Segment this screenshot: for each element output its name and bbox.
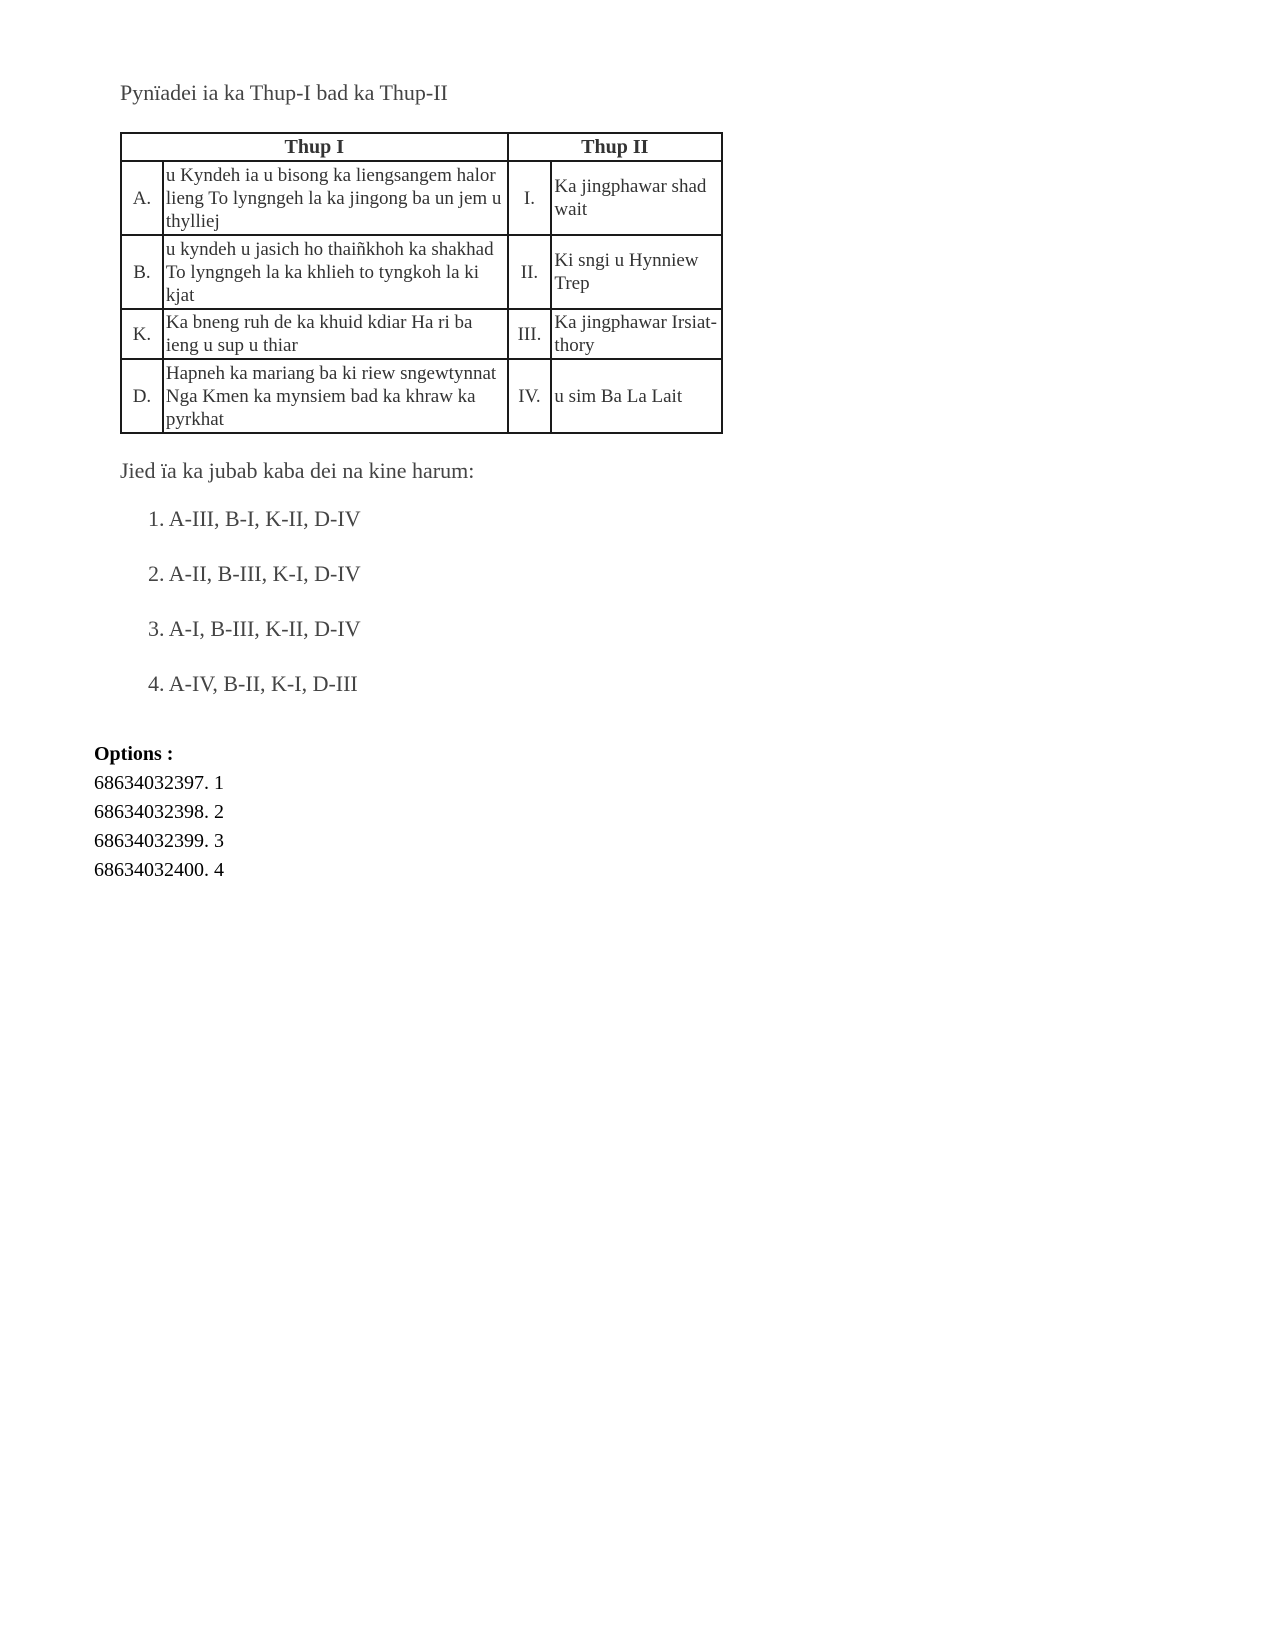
thup-1-text: u Kyndeh ia u bisong ka liengsangem halor lieng To lyngngeh la ka jingong ba un jem u thylliej bbox=[163, 161, 508, 235]
answer-choice: 1. A-III, B-I, K-II, D-IV bbox=[148, 506, 361, 531]
table-row bbox=[121, 309, 722, 359]
answer-choice: 3. A-I, B-III, K-II, D-IV bbox=[148, 616, 361, 641]
table-row bbox=[121, 161, 722, 235]
row-roman: II. bbox=[508, 235, 552, 309]
answer-choice: 2. A-II, B-III, K-I, D-IV bbox=[148, 561, 361, 586]
question-prompt: Jied ïa ka jubab kaba dei na kine harum: bbox=[120, 458, 475, 483]
answer-choices bbox=[148, 504, 728, 699]
question-image bbox=[108, 78, 728, 724]
column-header-thup-2: Thup II bbox=[508, 133, 722, 161]
thup-1-text: Hapneh ka mariang ba ki riew sngewtynnat Nga Kmen ka mynsiem bad ka khraw ka pyrkhat bbox=[163, 359, 508, 433]
row-roman: III. bbox=[508, 309, 552, 359]
option-item: 68634032399. 3 bbox=[94, 830, 224, 852]
thup-2-text: Ka jingphawar shad wait bbox=[551, 161, 722, 235]
option-item: 68634032397. 1 bbox=[94, 772, 224, 794]
thup-1-text: u kyndeh u jasich ho thaiñkhoh ka shakhad To lyngngeh la ka khlieh to tyngkoh la ki kjat bbox=[163, 235, 508, 309]
options-block bbox=[94, 740, 224, 885]
match-table bbox=[120, 132, 723, 434]
thup-2-text: Ka jingphawar Irsiat-thory bbox=[551, 309, 722, 359]
row-letter: A. bbox=[121, 161, 163, 235]
thup-1-text: Ka bneng ruh de ka khuid kdiar Ha ri ba ieng u sup u thiar bbox=[163, 309, 508, 359]
column-header-thup-1: Thup I bbox=[121, 133, 508, 161]
thup-2-text: Ki sngi u Hynniew Trep bbox=[551, 235, 722, 309]
row-roman: IV. bbox=[508, 359, 552, 433]
question-instruction: Pynïadei ia ka Thup-I bad ka Thup-II bbox=[120, 80, 448, 105]
table-row bbox=[121, 235, 722, 309]
row-letter: K. bbox=[121, 309, 163, 359]
option-item: 68634032398. 2 bbox=[94, 801, 224, 823]
answer-choice: 4. A-IV, B-II, K-I, D-III bbox=[148, 671, 358, 696]
options-heading: Options : bbox=[94, 743, 174, 765]
thup-2-text: u sim Ba La Lait bbox=[551, 359, 722, 433]
table-row bbox=[121, 359, 722, 433]
row-letter: D. bbox=[121, 359, 163, 433]
row-roman: I. bbox=[508, 161, 552, 235]
table-header-row bbox=[121, 133, 722, 161]
option-item: 68634032400. 4 bbox=[94, 859, 224, 881]
row-letter: B. bbox=[121, 235, 163, 309]
